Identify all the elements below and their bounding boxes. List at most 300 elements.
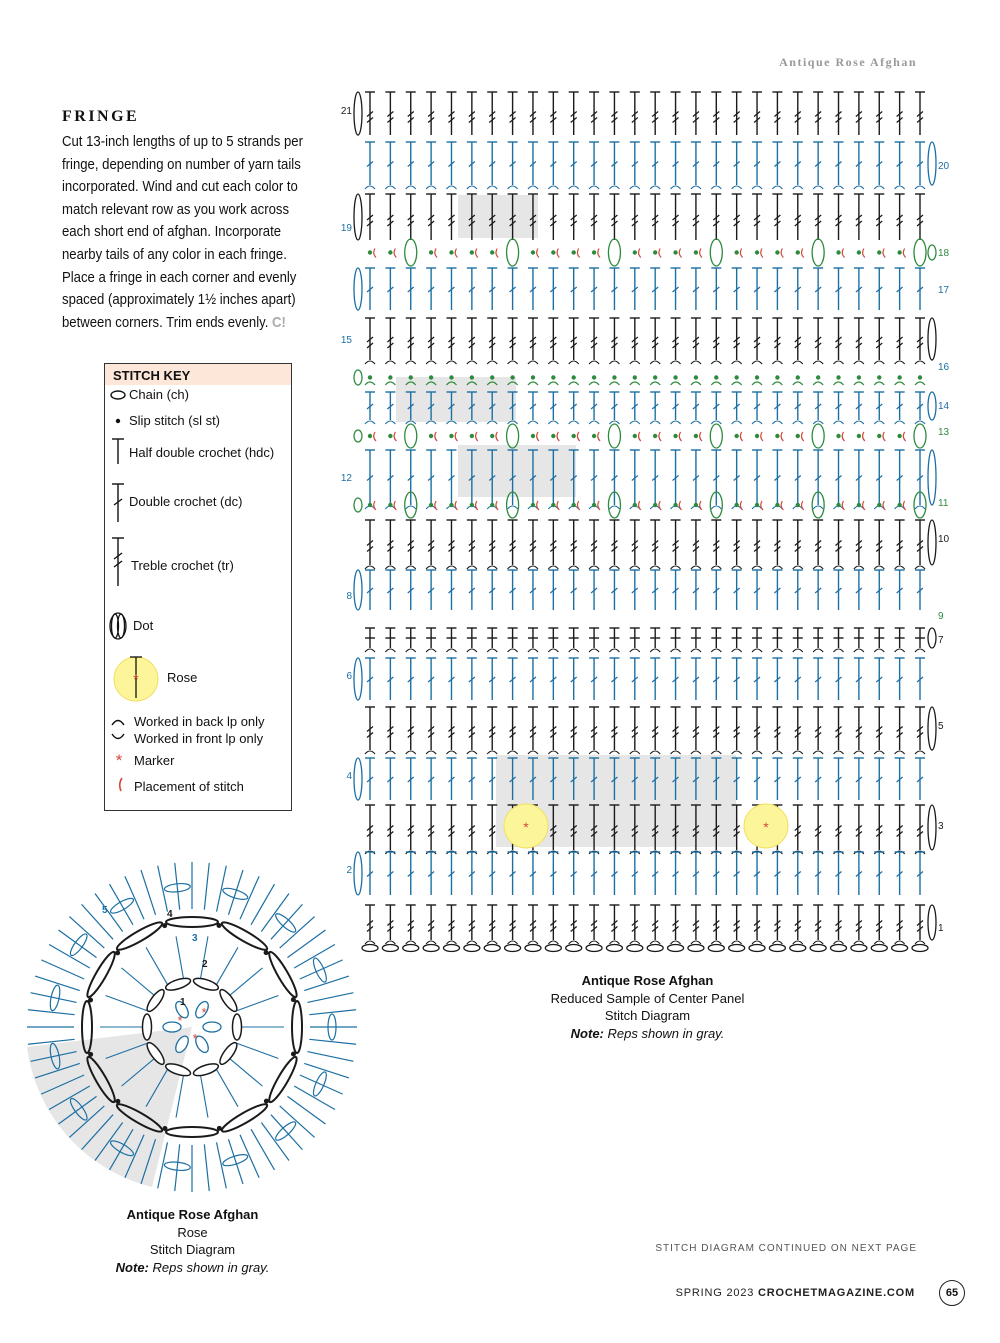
back-loop-mark <box>895 941 905 944</box>
slip-stitch <box>857 503 861 507</box>
slip-stitch <box>857 250 861 254</box>
back-loop-mark <box>813 649 823 652</box>
slip-stitch <box>897 250 901 254</box>
back-loop-mark <box>813 361 823 364</box>
row-number: 20 <box>938 161 950 172</box>
panel-caption-subtitle: Reduced Sample of Center Panel <box>550 990 745 1006</box>
back-loop-mark <box>487 186 497 189</box>
slip-stitch <box>551 250 555 254</box>
row-number: 9 <box>938 611 944 622</box>
placement-mark <box>496 432 498 441</box>
row-number: 13 <box>938 427 950 438</box>
back-loop-mark <box>711 506 721 509</box>
dc-spoke <box>35 976 80 991</box>
slip-stitch <box>449 375 453 379</box>
dc-spoke <box>204 863 209 910</box>
slip-stitch <box>734 434 738 438</box>
chain-stitch <box>266 1054 301 1104</box>
back-loop-mark <box>671 751 681 754</box>
dc-spoke <box>271 1115 302 1150</box>
row-number: 14 <box>938 401 950 412</box>
back-loop-mark <box>508 751 518 754</box>
back-loop-mark <box>854 361 864 364</box>
dc-spoke <box>158 866 168 912</box>
chain-stitch <box>166 917 218 927</box>
back-loop-mark <box>671 941 681 944</box>
slip-stitch <box>633 434 637 438</box>
back-loop-mark <box>813 566 823 569</box>
back-loop-mark <box>650 751 660 754</box>
back-loop-mark <box>609 382 619 385</box>
placement-mark <box>801 432 803 441</box>
chain-stitch <box>382 945 398 952</box>
row-number: 8 <box>346 591 352 602</box>
placement-mark <box>374 249 376 258</box>
reps-gray-areas <box>396 195 736 847</box>
placement-mark <box>435 249 437 258</box>
turning-chain <box>928 520 936 565</box>
chain-stitch <box>769 945 785 952</box>
tr-icon <box>112 538 124 586</box>
placement-mark <box>700 432 702 441</box>
back-loop-mark <box>671 649 681 652</box>
dc-spoke <box>229 1058 263 1086</box>
back-loop-mark <box>834 751 844 754</box>
back-loop-mark <box>874 421 884 424</box>
back-loop-mark <box>365 751 375 754</box>
turning-chain <box>354 370 362 385</box>
back-loop-mark <box>895 751 905 754</box>
back-loop-mark <box>854 941 864 944</box>
placement-mark <box>639 432 641 441</box>
rose-round-numbers <box>102 905 208 1008</box>
back-loop-mark <box>426 941 436 944</box>
placement-mark <box>781 432 783 441</box>
dc-spoke <box>240 1135 259 1178</box>
dc-spoke <box>307 993 353 1003</box>
back-loop-mark <box>691 751 701 754</box>
back-loop-mark <box>406 361 416 364</box>
back-loop-mark <box>589 361 599 364</box>
key-label: Treble crochet (tr) <box>131 558 234 573</box>
back-loop-mark <box>834 382 844 385</box>
back-loop-mark <box>406 566 416 569</box>
back-loop-mark <box>589 566 599 569</box>
back-loop-mark <box>895 649 905 652</box>
slip-stitch <box>388 434 392 438</box>
back-loop-mark <box>426 186 436 189</box>
row-number: 15 <box>340 335 352 346</box>
back-loop-mark <box>752 566 762 569</box>
back-loop-mark <box>813 941 823 944</box>
chain-stitch <box>851 945 867 952</box>
back-loop-mark <box>650 382 660 385</box>
back-loop-mark <box>548 751 558 754</box>
back-loop-mark <box>895 186 905 189</box>
back-loop-mark <box>895 566 905 569</box>
slip-stitch <box>877 434 881 438</box>
placement-icon <box>120 778 122 791</box>
chain-stitch <box>790 945 806 952</box>
slip-stitch <box>836 250 840 254</box>
back-loop-mark <box>385 382 395 385</box>
row-number: 6 <box>346 671 352 682</box>
back-loop-mark <box>691 566 701 569</box>
slip-stitch <box>490 434 494 438</box>
slip-stitch <box>572 434 576 438</box>
turning-chain <box>354 658 362 700</box>
slip-stitch <box>775 434 779 438</box>
panel-caption-title: Antique Rose Afghan <box>581 973 714 988</box>
back-loop-mark <box>874 941 884 944</box>
back-loop-mark <box>589 186 599 189</box>
dc-spoke <box>240 876 259 919</box>
slip-stitch <box>470 434 474 438</box>
back-loop-mark <box>895 361 905 364</box>
note-label: Note: <box>570 1025 604 1041</box>
back-loop-mark <box>915 566 925 569</box>
back-loop-mark <box>609 751 619 754</box>
slip-stitch <box>368 434 372 438</box>
chain-stitch <box>545 945 561 952</box>
back-loop-mark <box>487 751 497 754</box>
back-loop-mark <box>467 566 477 569</box>
slip-stitch <box>470 375 474 379</box>
slip-stitch <box>115 950 120 955</box>
back-loop-mark <box>528 382 538 385</box>
turning-chain <box>928 392 936 420</box>
back-loop-mark <box>528 361 538 364</box>
slip-stitch <box>857 375 861 379</box>
placement-mark <box>394 432 396 441</box>
back-loop-mark <box>834 421 844 424</box>
row-number: 11 <box>938 498 949 509</box>
chain-stitch <box>192 976 220 993</box>
slip-stitch <box>775 503 779 507</box>
chain-stitch <box>423 945 439 952</box>
back-loop-mark <box>487 566 497 569</box>
chain-stitch <box>164 976 192 993</box>
dc-spoke <box>175 1144 180 1191</box>
back-loop-mark <box>406 186 416 189</box>
chain-stitch <box>729 945 745 952</box>
turning-chain <box>928 318 936 360</box>
marker-symbol: * <box>177 1013 183 1028</box>
turning-chain <box>354 92 362 135</box>
slip-stitch <box>673 434 677 438</box>
row-number: 18 <box>938 248 950 259</box>
back-loop-mark <box>630 941 640 944</box>
placement-mark <box>537 432 539 441</box>
rose-caption <box>60 1206 325 1276</box>
back-loop-mark <box>874 751 884 754</box>
turning-chain <box>928 707 936 750</box>
back-loop-mark <box>630 421 640 424</box>
back-loop-mark <box>548 649 558 652</box>
back-loop-mark <box>630 186 640 189</box>
back-loop-mark <box>711 361 721 364</box>
back-loop-mark <box>508 506 518 509</box>
slip-stitch <box>531 434 535 438</box>
back-loop-mark <box>446 566 456 569</box>
gray-rep <box>458 445 576 497</box>
back-loop-mark <box>732 566 742 569</box>
chain-stitch <box>192 1062 220 1079</box>
back-loop-mark <box>793 751 803 754</box>
row-number: 5 <box>938 721 944 732</box>
chain-stitch <box>266 949 301 999</box>
back-loop-mark <box>589 382 599 385</box>
marker-icon <box>116 751 123 770</box>
dot-stitch <box>405 239 417 266</box>
slip-stitch <box>673 375 677 379</box>
slip-stitch <box>592 503 596 507</box>
back-loop-mark <box>630 382 640 385</box>
slip-stitch <box>592 250 596 254</box>
back-loop-mark <box>467 941 477 944</box>
back-loop-mark <box>446 751 456 754</box>
turning-chain <box>928 905 936 940</box>
slip-stitch <box>877 375 881 379</box>
slip-stitch <box>653 503 657 507</box>
row-number: 12 <box>340 473 352 484</box>
back-loop-mark <box>467 361 477 364</box>
back-loop-mark <box>895 382 905 385</box>
back-loop-mark <box>711 382 721 385</box>
back-loop-mark <box>732 186 742 189</box>
fringe-instructions <box>62 131 305 334</box>
back-loop-mark <box>548 941 558 944</box>
chain-stitch <box>443 945 459 952</box>
placement-mark <box>679 432 681 441</box>
dot-stitch <box>608 239 620 266</box>
stitch-key-title: STITCH KEY <box>105 364 291 385</box>
placement-mark <box>598 432 600 441</box>
back-loop-mark <box>854 421 864 424</box>
fringe-text: Cut 13-inch lengths of up to 5 strands per fringe, depending on number of yarn tails incorporated. Wind and cut each color to match relevant row as you work across each short end of afghan. Incorporate nearby tails of any color in each fringe. Place a fringe in each corner and evenly spaced (approximately 1½ inches apart) between corners. Trim ends evenly. <box>62 134 303 331</box>
slip-stitch <box>163 1126 168 1131</box>
back-loop-mark <box>772 186 782 189</box>
back-loop-mark <box>834 566 844 569</box>
slip-stitch <box>388 375 392 379</box>
round-number: 4 <box>167 909 173 920</box>
dot-stitch <box>710 239 722 266</box>
slip-stitch <box>816 375 820 379</box>
note-label: Note: <box>115 1259 149 1275</box>
turning-chain <box>928 450 936 505</box>
continued-notice: STITCH DIAGRAM CONTINUED ON NEXT PAGE <box>655 1243 917 1254</box>
note-text: Reps shown in gray. <box>603 1025 725 1041</box>
slip-stitch <box>734 250 738 254</box>
key-label: Worked in front lp only <box>134 731 264 746</box>
back-loop-mark <box>528 941 538 944</box>
chain-stitch <box>143 1014 152 1040</box>
round-number: 5 <box>102 905 108 916</box>
slip-stitch <box>470 503 474 507</box>
slip-stitch <box>673 250 677 254</box>
slip-stitch <box>755 434 759 438</box>
chain-stitch <box>831 945 847 952</box>
placement-mark <box>557 249 559 258</box>
round-number: 1 <box>180 997 186 1008</box>
panel-caption-note <box>500 1025 795 1043</box>
back-loop-mark <box>671 421 681 424</box>
note-text: Reps shown in gray. <box>148 1259 270 1275</box>
dot-icon <box>110 613 126 639</box>
slip-stitch <box>836 434 840 438</box>
back-loop-mark <box>548 186 558 189</box>
dot-stitch <box>914 424 926 448</box>
back-loop-mark <box>528 186 538 189</box>
back-loop-mark <box>609 506 619 509</box>
back-loop-mark <box>732 751 742 754</box>
slip-stitch <box>368 250 372 254</box>
chain-stitch <box>871 945 887 952</box>
back-loop-mark <box>772 421 782 424</box>
placement-mark <box>863 249 865 258</box>
placement-mark <box>801 249 803 258</box>
dc-spoke <box>216 1069 238 1107</box>
placement-mark <box>842 432 844 441</box>
turning-chain <box>354 268 362 310</box>
placement-mark <box>903 432 905 441</box>
back-loop-mark <box>630 751 640 754</box>
placement-mark <box>863 432 865 441</box>
back-loop-mark <box>406 941 416 944</box>
key-label: Marker <box>134 753 175 768</box>
turning-chain <box>354 758 362 800</box>
chain-stitch <box>505 945 521 952</box>
back-loop-mark <box>772 941 782 944</box>
back-loop-mark <box>385 421 395 424</box>
slip-stitch <box>796 250 800 254</box>
back-loop-mark <box>365 649 375 652</box>
marker-symbol: * <box>763 819 769 835</box>
chain-stitch <box>217 1040 240 1066</box>
back-loop-mark <box>874 186 884 189</box>
back-loop-mark <box>793 421 803 424</box>
slip-stitch <box>429 434 433 438</box>
dc-icon <box>112 484 124 522</box>
rose-stitch-diagram <box>20 855 365 1200</box>
placement-mark <box>842 249 844 258</box>
back-loop-mark <box>467 751 477 754</box>
back-loop-mark <box>446 649 456 652</box>
row-number: 19 <box>340 223 352 234</box>
slip-stitch <box>836 503 840 507</box>
back-loop-icon <box>112 721 124 726</box>
slip-stitch <box>897 375 901 379</box>
back-loop-mark <box>915 186 925 189</box>
back-loop-mark <box>915 941 925 944</box>
panel-caption-type: Stitch Diagram <box>604 1008 691 1023</box>
slip-stitch <box>572 250 576 254</box>
turning-chain <box>928 142 936 185</box>
back-loop-mark <box>834 649 844 652</box>
key-label: Placement of stitch <box>134 779 244 794</box>
slip-stitch <box>694 434 698 438</box>
slip-stitch <box>673 503 677 507</box>
dc-spoke <box>106 996 147 1011</box>
placement-mark <box>496 249 498 258</box>
back-loop-mark <box>569 566 579 569</box>
turning-chain <box>928 628 936 648</box>
slip-stitch <box>734 503 738 507</box>
slip-stitch <box>694 375 698 379</box>
panel-caption <box>500 972 795 1042</box>
slip-stitch <box>409 375 413 379</box>
back-loop-mark <box>793 566 803 569</box>
back-loop-mark <box>508 186 518 189</box>
row-number: 10 <box>938 534 950 545</box>
dot-stitch <box>405 424 417 448</box>
chain-stitch <box>114 919 164 954</box>
chain-stitch <box>144 987 167 1013</box>
back-loop-mark <box>834 186 844 189</box>
back-loop-mark <box>752 421 762 424</box>
dc-spoke <box>125 876 144 919</box>
back-loop-mark <box>793 382 803 385</box>
back-loop-mark <box>834 941 844 944</box>
back-loop-mark <box>609 361 619 364</box>
back-loop-mark <box>508 649 518 652</box>
dc-spoke <box>280 1106 315 1137</box>
back-loop-mark <box>385 186 395 189</box>
dc-spoke <box>216 947 238 985</box>
slip-stitch <box>694 250 698 254</box>
slip-stitch <box>429 503 433 507</box>
dc-spoke <box>122 968 156 996</box>
placement-mark <box>700 249 702 258</box>
back-loop-mark <box>548 566 558 569</box>
back-loop-mark <box>508 361 518 364</box>
back-loop-mark <box>895 421 905 424</box>
slip-stitch <box>88 998 93 1003</box>
back-loop-mark <box>732 421 742 424</box>
back-loop-mark <box>874 649 884 652</box>
back-loop-mark <box>528 421 538 424</box>
slip-stitch <box>531 503 535 507</box>
chain-stitch <box>219 919 269 954</box>
turning-chain <box>354 194 362 240</box>
slip-stitch <box>449 250 453 254</box>
back-loop-mark <box>426 751 436 754</box>
slip-stitch-icon <box>116 419 120 423</box>
back-loop-mark <box>732 382 742 385</box>
dc-spoke <box>200 1074 208 1117</box>
placement-mark <box>659 432 661 441</box>
back-loop-mark <box>569 941 579 944</box>
back-loop-mark <box>772 649 782 652</box>
chain-stitch <box>233 1014 242 1040</box>
running-head: Antique Rose Afghan <box>779 55 917 69</box>
placement-mark <box>455 432 457 441</box>
chain-stitch <box>166 1127 218 1137</box>
back-loop-mark <box>609 186 619 189</box>
row-number: 7 <box>938 635 944 646</box>
slip-stitch <box>796 503 800 507</box>
slip-stitch <box>857 434 861 438</box>
back-loop-mark <box>508 941 518 944</box>
placement-mark <box>781 249 783 258</box>
slip-stitch <box>429 375 433 379</box>
back-loop-mark <box>385 361 395 364</box>
key-label: Double crochet (dc) <box>129 494 243 509</box>
chain-stitch <box>586 945 602 952</box>
dot-stitch <box>812 239 824 266</box>
back-loop-mark <box>752 941 762 944</box>
back-loop-mark <box>650 566 660 569</box>
